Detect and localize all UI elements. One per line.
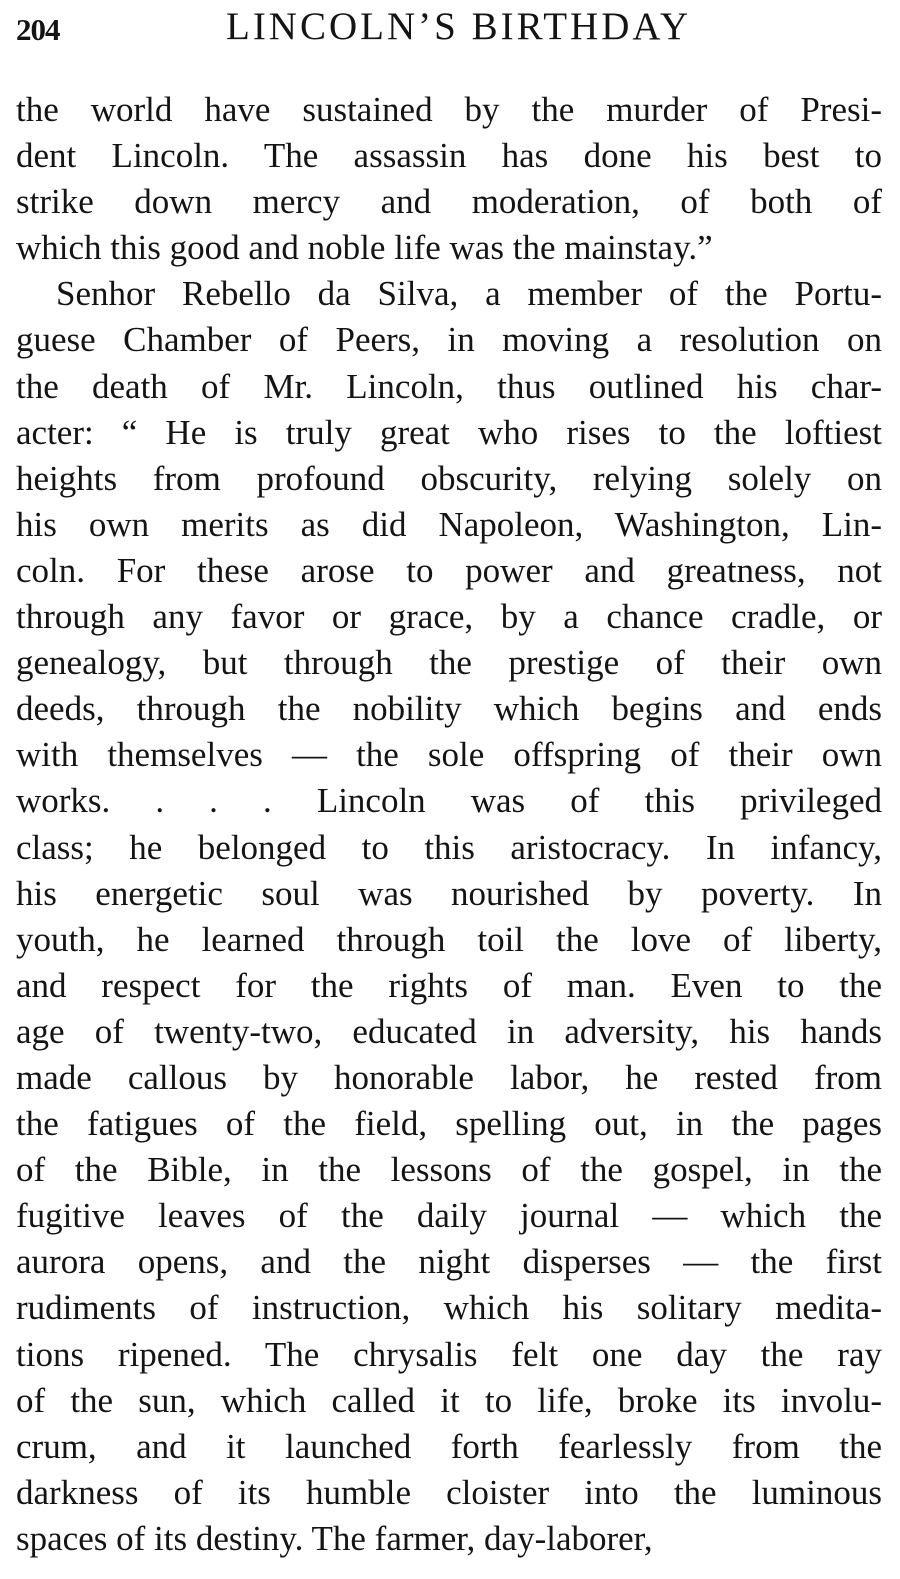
text-line: his energetic soul was nourished by poverty. In	[16, 873, 882, 913]
text-line: strike down mercy and moderation, of both of	[16, 182, 882, 222]
page-number: 204	[16, 12, 60, 47]
text-line: of the sun, which called it to life, broke its involu-	[16, 1380, 882, 1420]
text-line: the world have sustained by the murder of Presi-	[16, 90, 882, 129]
text-line: aurora opens, and the night disperses — the first	[16, 1242, 882, 1282]
text-line: which this good and noble life was the mainstay.”	[16, 228, 713, 268]
text-line: made callous by honorable labor, he rested from	[16, 1057, 882, 1097]
text-line: guese Chamber of Peers, in moving a resolution on	[16, 320, 882, 360]
text-line: with themselves — the sole offspring of their own	[16, 735, 882, 775]
text-line: darkness of its humble cloister into the luminous	[16, 1472, 882, 1512]
text-line: Senhor Rebello da Silva, a member of the Portu-	[56, 274, 882, 314]
text-line: tions ripened. The chrysalis felt one day the ray	[16, 1334, 882, 1374]
text-line: age of twenty-two, educated in adversity, his hands	[16, 1011, 882, 1051]
text-line: dent Lincoln. The assassin has done his best to	[16, 136, 882, 176]
text-line: coln. For these arose to power and greatness, not	[16, 550, 882, 590]
text-line: the death of Mr. Lincoln, thus outlined his char-	[16, 366, 882, 406]
text-line: crum, and it launched forth fearlessly from the	[16, 1426, 882, 1466]
text-line: the fatigues of the field, spelling out, in the pages	[16, 1104, 882, 1144]
page-header	[16, 0, 886, 50]
text-line: class; he belonged to this aristocracy. In infancy,	[16, 827, 882, 867]
text-line: fugitive leaves of the daily journal — which the	[16, 1196, 882, 1236]
text-line: his own merits as did Napoleon, Washington, Lin-	[16, 504, 882, 544]
text-line: genealogy, but through the prestige of their own	[16, 643, 882, 683]
text-line: youth, he learned through toil the love of liberty,	[16, 919, 882, 959]
text-line: and respect for the rights of man. Even to the	[16, 965, 882, 1005]
body-text	[16, 87, 882, 1562]
text-line: of the Bible, in the lessons of the gospel, in the	[16, 1150, 882, 1190]
text-line: acter: “ He is truly great who rises to the loftiest	[16, 412, 882, 452]
text-line: through any favor or grace, by a chance cradle, or	[16, 597, 882, 637]
text-line: heights from profound obscurity, relying solely on	[16, 458, 882, 498]
text-line: deeds, through the nobility which begins and ends	[16, 689, 882, 729]
running-head: LINCOLN’S BIRTHDAY	[226, 5, 692, 48]
text-line: spaces of its destiny. The farmer, day-laborer,	[16, 1518, 653, 1558]
text-line: rudiments of instruction, which his solitary medita-	[16, 1288, 882, 1328]
text-line: works. . . . Lincoln was of this privileged	[16, 781, 882, 821]
paragraph	[16, 271, 882, 1562]
paragraph	[16, 87, 882, 271]
